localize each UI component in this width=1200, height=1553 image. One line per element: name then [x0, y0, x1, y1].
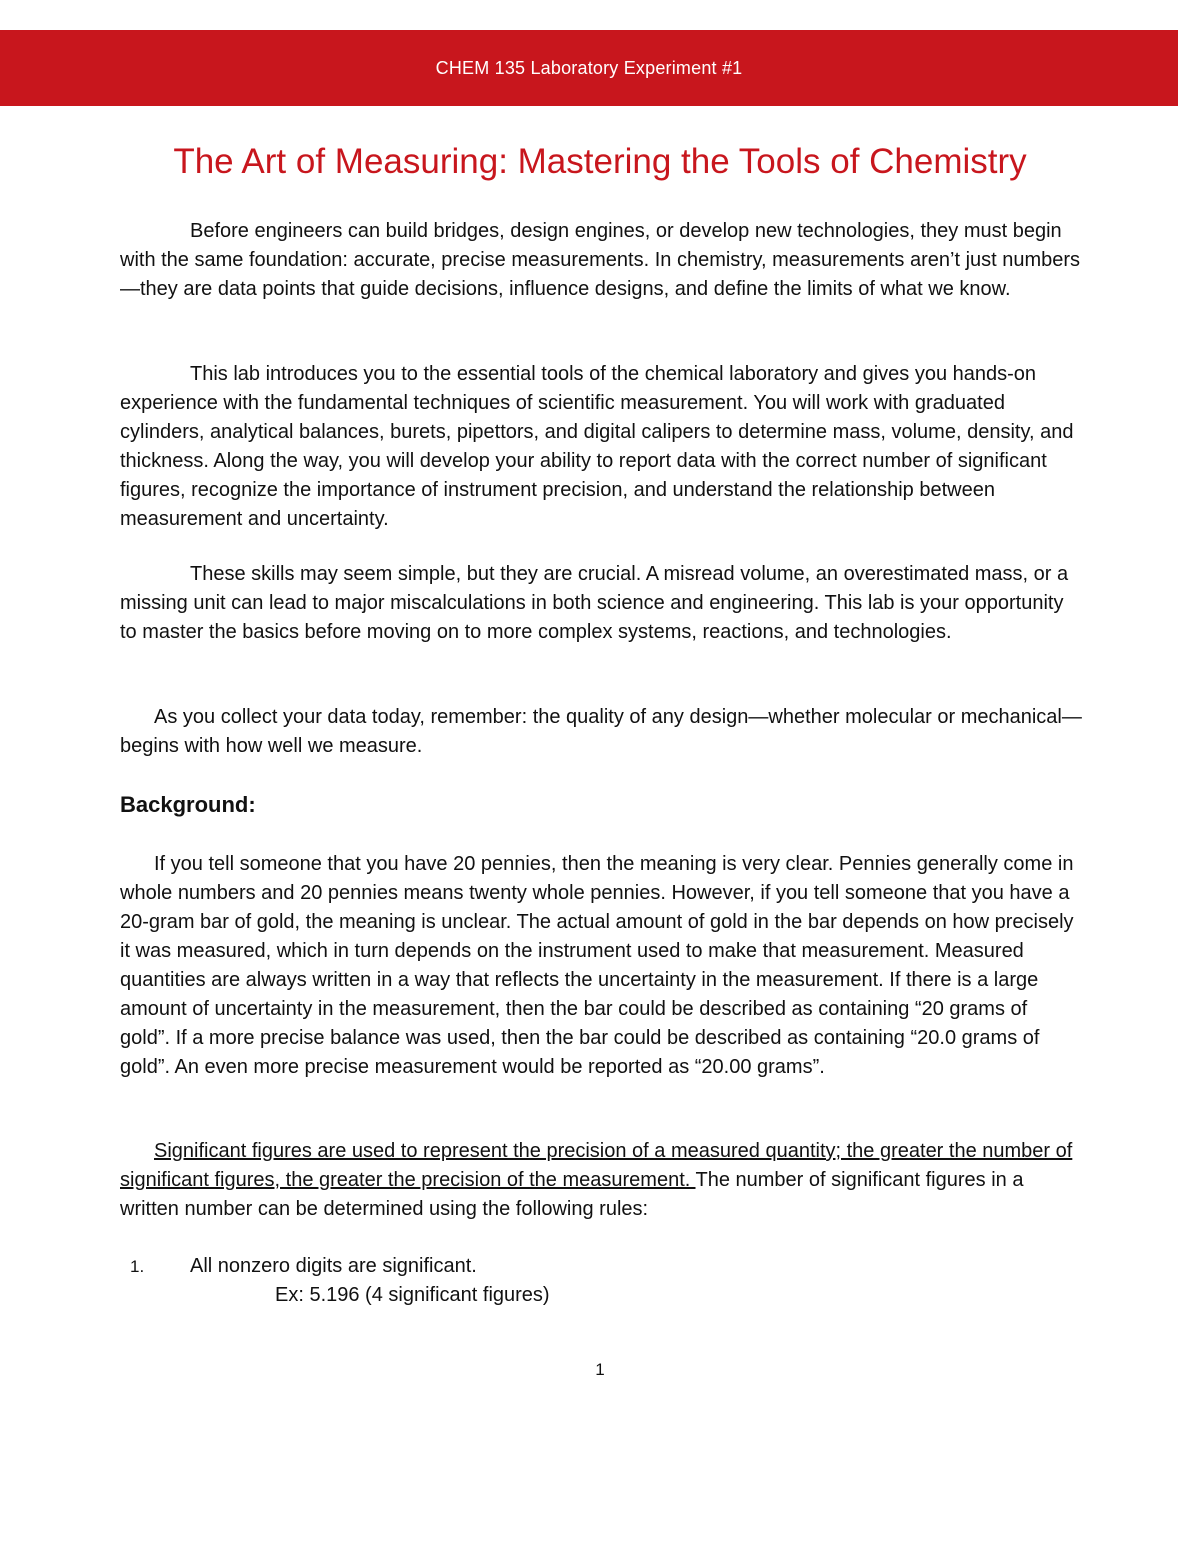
page-number: 1 — [595, 1360, 605, 1379]
background-heading-text: Background — [120, 792, 249, 817]
rule-text: All nonzero digits are significant. — [190, 1255, 477, 1277]
document-title: The Art of Measuring: Mastering the Tools of Chemistry — [173, 142, 1027, 181]
background-heading-colon: : — [248, 792, 256, 817]
background-paragraph-1: If you tell someone that you have 20 pennies, then the meaning is very clear. Pennies generally come in whole numbers and 20 pennies means twenty whole pennies. However, if you tell someone that you have a 20-gram bar of gold, the meaning is unclear. The actual amount of gold in the bar depends on how precisely it was measured, which in turn depends on the instrument used to make that measurement. Measured quantities are always written in a way that reflects the uncertainty in the measurement. If there is a large amount of uncertainty in the measurement, then the bar could be described as containing “20 grams of gold”. If a more precise balance was used, then the bar could be described as containing “20.0 grams of gold”. An even more precise measurement would be reported as “20.00 grams”. — [120, 853, 1074, 1078]
background-paragraph-2 — [120, 1137, 1082, 1224]
rule-number: 1. — [130, 1257, 145, 1276]
rule-example: Ex: 5.196 (4 significant figures) — [275, 1284, 550, 1306]
course-label: CHEM 135 Laboratory Experiment #1 — [435, 57, 743, 78]
background-heading — [120, 790, 256, 820]
intro-paragraph-1: Before engineers can build bridges, design engines, or develop new technologies, they must begin with the same foundation: accurate, precise measurements. In chemistry, measurements aren’t just numbers—they are data points that guide decisions, influence designs, and define the limits of what we know. — [120, 220, 1081, 300]
sig-fig-intro-rest: The number of significant figures in a written number can be determined using the following rules: — [120, 1169, 1024, 1220]
header-band — [0, 30, 1178, 106]
intro-paragraph-3: These skills may seem simple, but they are crucial. A misread volume, an overestimated mass, or a missing unit can lead to major miscalculations in both science and engineering. This lab is your opportunity to master the basics before moving on to more complex systems, reactions, and technologies. — [120, 563, 1069, 643]
sig-fig-definition: Significant figures are used to represent the precision of a measured quantity; the greater the number of significant figures, the greater the precision of the measurement. — [120, 1140, 1073, 1191]
intro-paragraph-2: This lab introduces you to the essential tools of the chemical laboratory and gives you hands-on experience with the fundamental techniques of scientific measurement. You will work with graduated cylinders, analytical balances, burets, pipettors, and digital calipers to determine mass, volume, density, and thickness. Along the way, you will develop your ability to report data with the correct number of significant figures, recognize the importance of instrument precision, and understand the relationship between measurement and uncertainty. — [120, 363, 1074, 530]
intro-paragraph-4: As you collect your data today, remember: the quality of any design—whether molecular or mechanical—begins with how well we measure. — [120, 706, 1082, 757]
